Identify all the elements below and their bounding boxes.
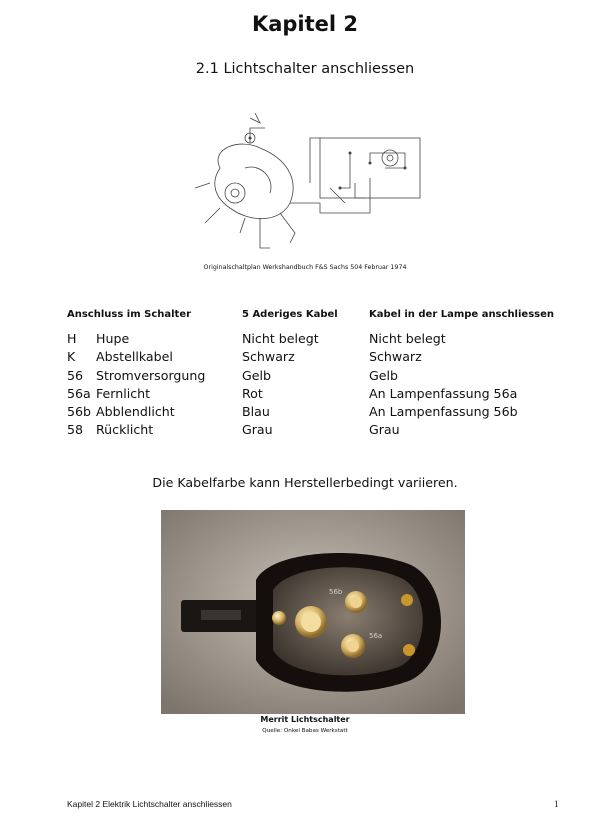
wiring-diagram xyxy=(190,108,440,258)
lamp-connection: Nicht belegt xyxy=(369,331,446,346)
cable-color: Grau xyxy=(242,422,273,437)
table-header-terminal: Anschluss im Schalter xyxy=(67,309,192,320)
diagram-caption: Originalschaltplan Werkshandbuch F&S Sachs 504 Februar 1974 xyxy=(203,264,407,271)
chapter-title: Kapitel 2 xyxy=(251,12,359,36)
terminal-label-56b: 56b xyxy=(329,588,343,596)
terminal-code: 56b xyxy=(67,404,92,419)
terminal-name: Hupe xyxy=(96,331,130,346)
terminal-name: Abstellkabel xyxy=(96,349,173,364)
cable-color: Gelb xyxy=(242,368,272,383)
table-header-lamp: Kabel in der Lampe anschliessen xyxy=(369,309,554,320)
section-title: 2.1 Lichtschalter anschliessen xyxy=(195,61,415,77)
switch-photo xyxy=(161,510,465,714)
cable-color: Schwarz xyxy=(242,349,295,364)
lamp-connection: Schwarz xyxy=(369,349,422,364)
cable-color-note: Die Kabelfarbe kann Herstellerbedingt variieren. xyxy=(152,475,458,490)
terminal-name: Stromversorgung xyxy=(96,368,206,383)
photo-source: Quelle: Onkel Babas Werkstatt xyxy=(262,728,348,734)
cable-color: Rot xyxy=(242,386,263,401)
cable-color: Blau xyxy=(242,404,270,419)
lamp-connection: An Lampenfassung 56a xyxy=(369,386,518,401)
lamp-connection: An Lampenfassung 56b xyxy=(369,404,518,419)
terminal-code: 56 xyxy=(67,368,84,383)
footer-title: Kapitel 2 Elektrik Lichtschalter anschliessen xyxy=(67,799,232,809)
terminal-code: 56a xyxy=(67,386,91,401)
page-number: 1 xyxy=(554,799,559,809)
terminal-name: Abblendlicht xyxy=(96,404,175,419)
cable-color: Nicht belegt xyxy=(242,331,319,346)
terminal-label-56a: 56a xyxy=(369,632,383,640)
table-header-cable: 5 Aderiges Kabel xyxy=(242,309,338,320)
terminal-code: K xyxy=(67,349,76,364)
terminal-code: H xyxy=(67,331,77,346)
lamp-connection: Gelb xyxy=(369,368,399,383)
photo-caption: Merrit Lichtschalter xyxy=(260,715,350,724)
lamp-connection: Grau xyxy=(369,422,400,437)
terminal-name: Fernlicht xyxy=(96,386,151,401)
terminal-code: 58 xyxy=(67,422,84,437)
terminal-name: Rücklicht xyxy=(96,422,154,437)
